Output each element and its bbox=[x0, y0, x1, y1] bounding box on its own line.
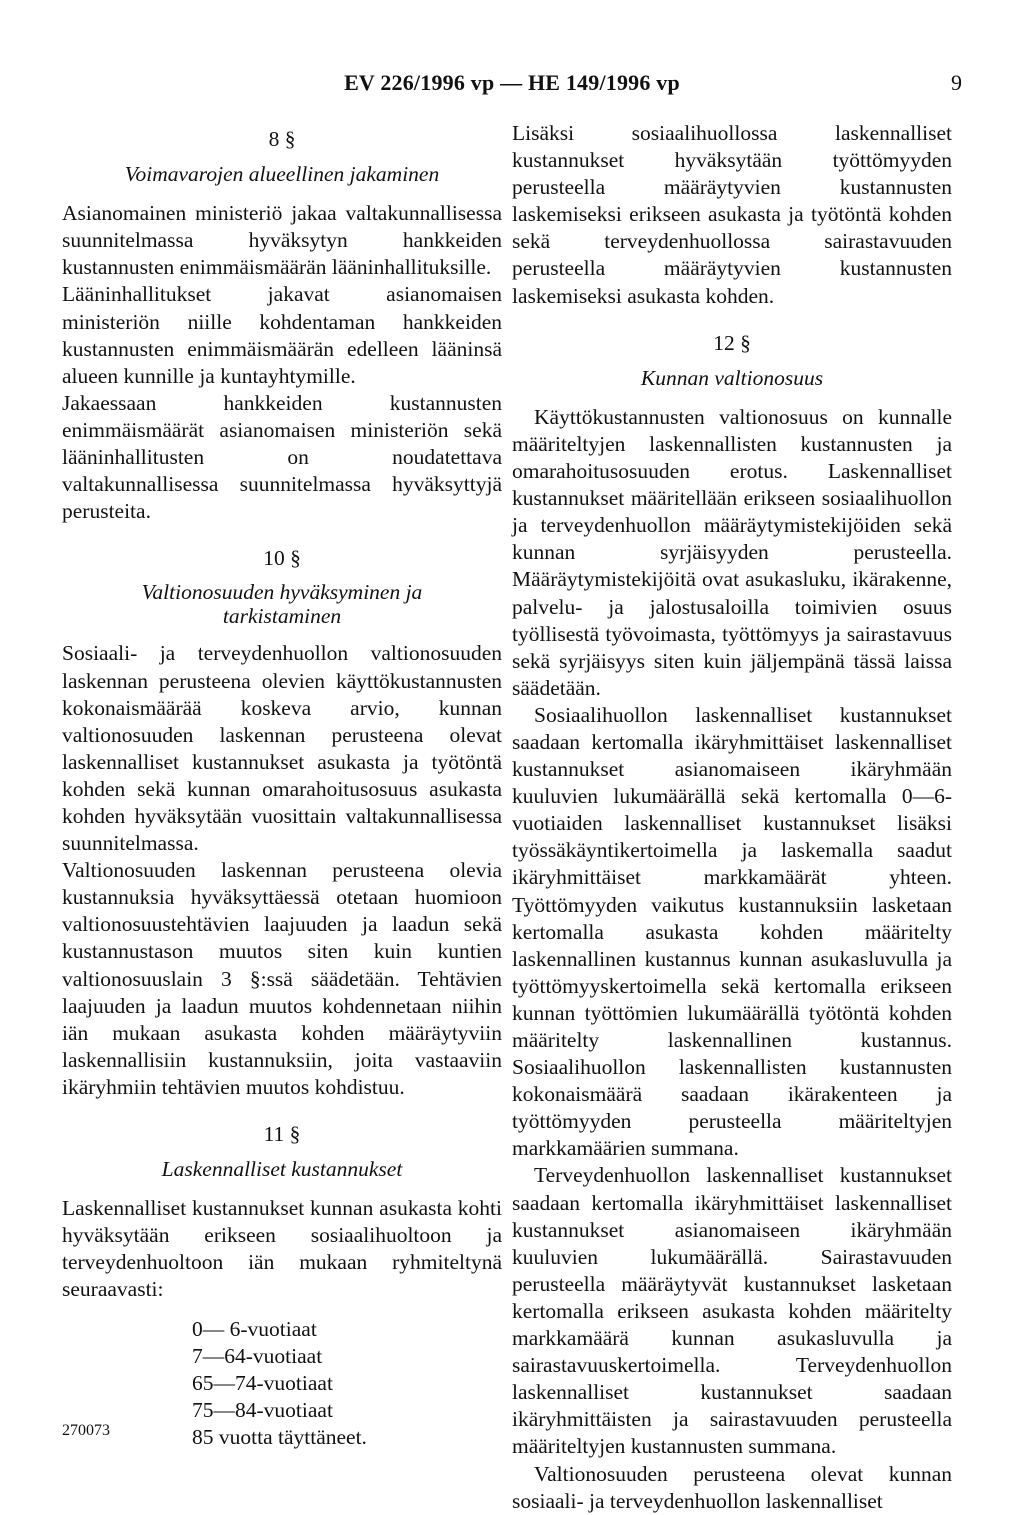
section-10-title-line-1: Valtionosuuden hyväksyminen ja bbox=[141, 580, 423, 605]
section-11-title: Laskennalliset kustannukset bbox=[161, 1157, 403, 1182]
section-gap bbox=[512, 310, 952, 324]
section-gap bbox=[62, 1101, 502, 1115]
section-gap bbox=[62, 525, 502, 539]
age-group-item: 75—84-vuotiaat bbox=[192, 1397, 333, 1422]
section-12-paragraph-2: Sosiaalihuollon laskennalliset kustannukset saadaan kertomalla ikäryhmittäiset laskennalliset kustannukset asianomaiseen ikäryhmään kuuluvien lukumäärällä sekä kertomalla 0—6-vuotiaiden laskennalliset kustannukset lisäksi työssäkäyntikertoimella ja laskemalla saadut ikäryhmittäiset markkamäärät yhteen. Työttömyyden vaikutus kustannuksiin lasketaan kertomalla asukasta kohden määritelty laskennallinen kustannus kunnan asukasluvulla ja työttömyyskertoimella sekä kertomalla erikseen kunnan työttömien lukumäärällä työtöntä kohden määritelty laskennallinen kustannus. Sosiaalihuollon laskennallisten kustannusten kokonaismäärä saadaan ikärakenteen ja työttömyyden perusteella määriteltyjen markkamäärien summana. bbox=[512, 702, 952, 1161]
running-header-title: EV 226/1996 vp — HE 149/1996 vp bbox=[344, 70, 680, 95]
section-10-title-line-2: tarkistaminen bbox=[222, 604, 342, 629]
right-column bbox=[512, 120, 952, 1515]
section-12-paragraph-1: Käyttökustannusten valtionosuus on kunnalle määriteltyjen laskennallisten kustannusten ja omarahoitusosuuden erotus. Laskennalliset kustannukset määritellään erikseen sosiaalihuollon ja terveydenhuollon määräytymistekijöiden sekä kunnan syrjäisyyden perusteella. Määräytymistekijöitä ovat asukasluku, ikärakenne, palvelu- ja jalostusaloilla toimivien osuus työllisestä työvoimasta, työttömyys ja sairastavuus sekä syrjäisyys siten kuin jäljempänä tässä laissa säädetään. bbox=[512, 404, 952, 700]
age-group-item: 0— 6-vuotiaat bbox=[192, 1316, 317, 1341]
section-8-number: 8 § bbox=[268, 127, 296, 151]
page-number: 9 bbox=[951, 70, 962, 95]
section-8-paragraph-3: Jakaessaan hankkeiden kustannusten enimmäismäärät asianomaisen ministeriön sekä lääninhallitusten on noudatettava valtakunnallisessa suunnitelmassa hyväksyttyjä perusteita. bbox=[62, 390, 502, 524]
age-group-item: 85 vuotta täyttäneet. bbox=[192, 1424, 367, 1449]
section-8-title: Voimavarojen alueellinen jakaminen bbox=[124, 162, 440, 187]
left-column bbox=[62, 120, 502, 1451]
age-group-item: 65—74-vuotiaat bbox=[192, 1370, 333, 1395]
age-group-list bbox=[62, 1316, 502, 1451]
section-12-paragraph-4: Valtionosuuden perusteena olevat kunnan sosiaali- ja terveydenhuollon laskennalliset bbox=[512, 1461, 952, 1513]
section-12-number: 12 § bbox=[713, 330, 751, 355]
page-header bbox=[0, 62, 1024, 102]
section-12-paragraph-3: Terveydenhuollon laskennalliset kustannukset saadaan kertomalla ikäryhmittäiset laskennalliset kustannukset asianomaiseen ikäryhmään kuuluvien lukumäärällä. Sairastavuuden perusteella määräytyvät kustannukset lasketaan kertomalla erikseen asukasta kohden määritelty markkamäärä kunnan asukasluvulla ja sairastavuuskertoimella. Terveydenhuollon laskennalliset kustannukset saadaan ikäryhmittäisten ja sairastavuuden perusteella määriteltyjen kustannusten summana. bbox=[512, 1163, 952, 1459]
section-10-title bbox=[62, 580, 502, 628]
age-group-item: 7—64-vuotiaat bbox=[192, 1343, 323, 1368]
section-10-paragraph-2: Valtionosuuden laskennan perusteena olevia kustannuksia hyväksyttäessä otetaan huomioon valtionosuustehtävien laajuuden ja laadun sekä kustannustason muutos siten kuin kuntien valtionosuuslain 3 §:ssä säädetään. Tehtävien laajuuden ja laadun muutos kohdennetaan niihin iän mukaan asukasta kohden määräytyviin laskennallisiin kustannuksiin, joita vastaaviin ikäryhmiin tehtävien muutos kohdistuu. bbox=[62, 858, 502, 1099]
section-8-paragraph-1: Asianomainen ministeriö jakaa valtakunnallisessa suunnitelmassa hyväksytyn hankkeiden kustannusten enimmäismäärän lääninhallituksille. bbox=[62, 201, 502, 280]
section-11-paragraph-1: Laskennalliset kustannukset kunnan asukasta kohti hyväksytään erikseen sosiaalihuoltoon ja terveydenhuoltoon iän mukaan ryhmiteltynä seuraavasti: bbox=[62, 1196, 502, 1302]
section-11-continuation-paragraph: Lisäksi sosiaalihuollossa laskennalliset kustannukset hyväksytään työttömyyden perusteella määräytyvien kustannusten laskemiseksi erikseen asukasta ja työtöntä kohden sekä terveydenhuollossa sairastavuuden perusteella määräytyvien kustannusten laskemiseksi asukasta kohden. bbox=[512, 121, 952, 308]
document-code: 270073 bbox=[62, 1422, 110, 1439]
section-10-paragraph-1: Sosiaali- ja terveydenhuollon valtionosuuden laskennan perusteena olevien käyttökustannusten kokonaismäärää koskeva arvio, kunnan valtionosuuden laskennan perusteena olevat laskennalliset kustannukset asukasta ja työtöntä kohden sekä kunnan omarahoitusosuus asukasta kohden hyväksytään vuosittain valtakunnallisessa suunnitelmassa. bbox=[62, 641, 502, 856]
section-10-number: 10 § bbox=[263, 546, 301, 571]
section-12-title: Kunnan valtionosuus bbox=[640, 365, 824, 390]
section-8-paragraph-2: Lääninhallitukset jakavat asianomaisen ministeriön niille kohdentaman hankkeiden kustannusten enimmäismäärän edelleen lääninsä alueen kunnille ja kuntayhtymille. bbox=[62, 282, 502, 388]
section-11-number: 11 § bbox=[263, 1122, 301, 1146]
